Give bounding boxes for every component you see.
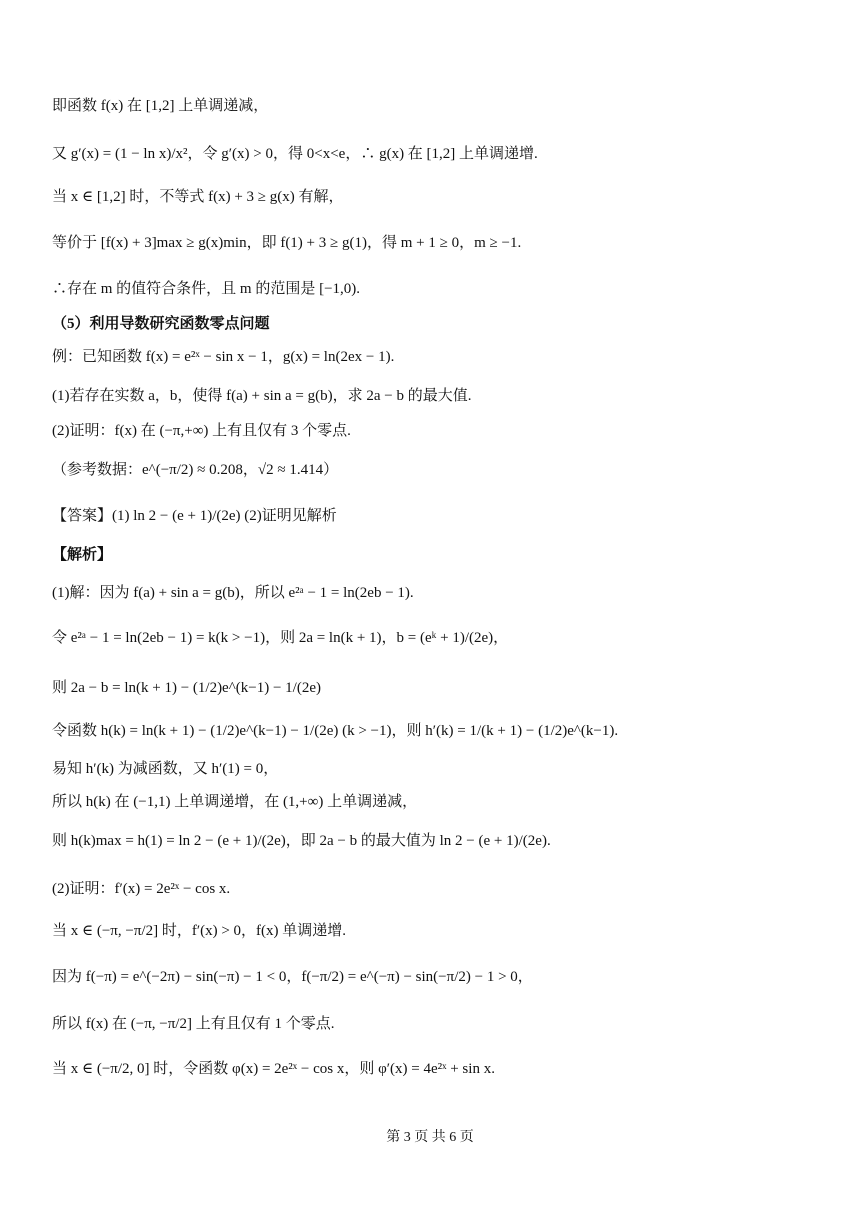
answer-line: 【答案】(1) ln 2 − (e + 1)/(2e) (2)证明见解析 bbox=[52, 508, 337, 524]
example-statement: 例：已知函数 f(x) = e²ˣ − sin x − 1，g(x) = ln(2ex − 1). bbox=[52, 349, 395, 365]
text-line: 则 h(k)max = h(1) = ln 2 − (e + 1)/(2e)，即 2a − b 的最大值为 ln 2 − (e + 1)/(2e). bbox=[52, 833, 551, 849]
text-line: 令 e²ᵃ − 1 = ln(2eb − 1) = k(k > −1)，则 2a = ln(k + 1)，b = (eᵏ + 1)/(2e)， bbox=[52, 630, 509, 646]
text-line: 则 2a − b = ln(k + 1) − (1/2)e^(k−1) − 1/(2e) bbox=[52, 680, 321, 696]
text-line: 即函数 f(x) 在 [1,2] 上单调递减， bbox=[52, 98, 269, 114]
text-line: 易知 h′(k) 为减函数，又 h′(1) = 0， bbox=[52, 761, 279, 777]
analysis-heading: 【解析】 bbox=[52, 547, 113, 563]
text-line: 当 x ∈ (−π/2, 0] 时，令函数 φ(x) = 2e²ˣ − cos x，则 φ′(x) = 4e²ˣ + sin x. bbox=[52, 1061, 495, 1077]
text-line: (2)证明：f′(x) = 2e²ˣ − cos x. bbox=[52, 881, 231, 897]
section-heading: （5）利用导数研究函数零点问题 bbox=[52, 316, 270, 332]
page-footer: 第 3 页 共 6 页 bbox=[386, 1130, 474, 1145]
question-1: (1)若存在实数 a，b，使得 f(a) + sin a = g(b)，求 2a − b 的最大值. bbox=[52, 388, 472, 404]
reference-data: （参考数据：e^(−π/2) ≈ 0.208，√2 ≈ 1.414） bbox=[52, 462, 339, 478]
text-line: ∴存在 m 的值符合条件，且 m 的范围是 [−1,0). bbox=[52, 281, 361, 297]
text-line: 又 g′(x) = (1 − ln x)/x²，令 g′(x) > 0，得 0<x<e，∴ g(x) 在 [1,2] 上单调递增. bbox=[52, 146, 538, 162]
text-line: 所以 h(k) 在 (−1,1) 上单调递增，在 (1,+∞) 上单调递减， bbox=[52, 794, 418, 810]
text-line: 当 x ∈ [1,2] 时，不等式 f(x) + 3 ≥ g(x) 有解， bbox=[52, 189, 344, 205]
text-line: (1)解：因为 f(a) + sin a = g(b)，所以 e²ᵃ − 1 = ln(2eb − 1). bbox=[52, 585, 414, 601]
text-line: 所以 f(x) 在 (−π, −π/2] 上有且仅有 1 个零点. bbox=[52, 1016, 335, 1032]
question-2: (2)证明：f(x) 在 (−π,+∞) 上有且仅有 3 个零点. bbox=[52, 423, 351, 439]
text-line: 等价于 [f(x) + 3]max ≥ g(x)min，即 f(1) + 3 ≥ g(1)，得 m + 1 ≥ 0，m ≥ −1. bbox=[52, 235, 522, 251]
text-line: 当 x ∈ (−π, −π/2] 时，f′(x) > 0，f(x) 单调递增. bbox=[52, 923, 347, 939]
text-line: 令函数 h(k) = ln(k + 1) − (1/2)e^(k−1) − 1/(2e) (k > −1)，则 h′(k) = 1/(k + 1) − (1/2)e^(k−1). bbox=[52, 723, 619, 739]
text-line: 因为 f(−π) = e^(−2π) − sin(−π) − 1 < 0，f(−π/2) = e^(−π) − sin(−π/2) − 1 > 0， bbox=[52, 969, 533, 985]
